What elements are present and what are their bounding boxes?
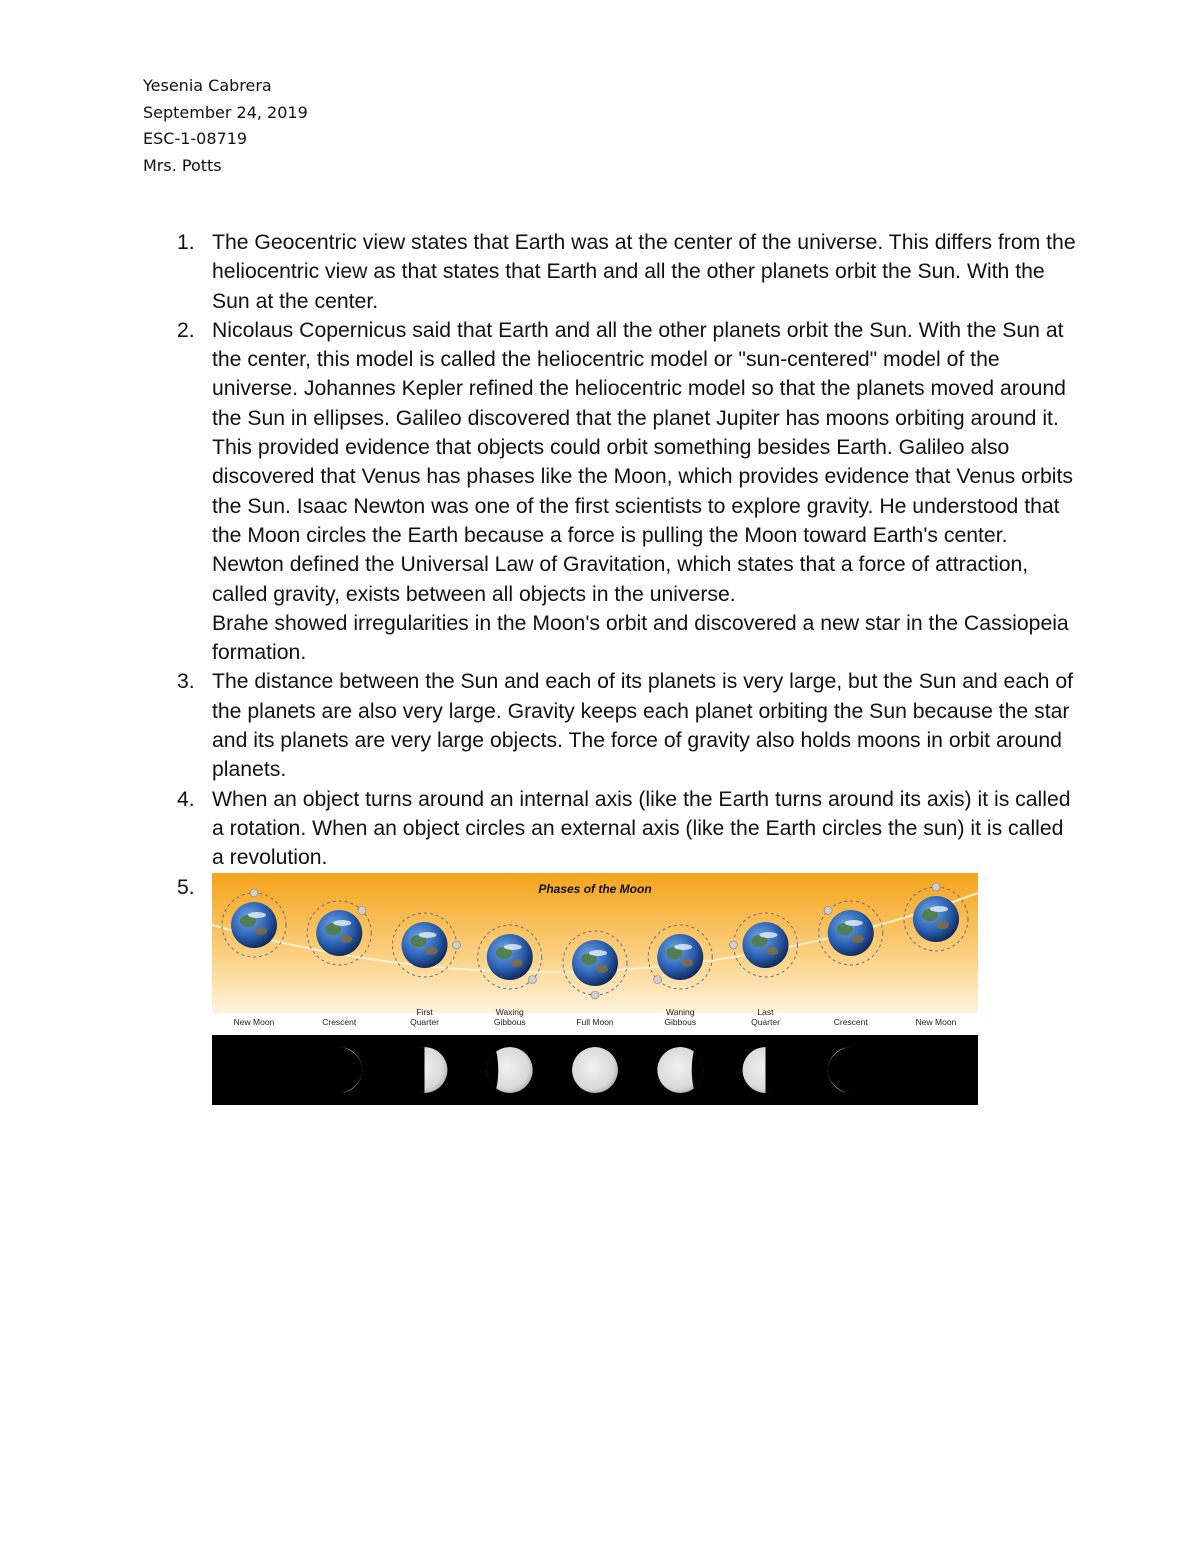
earth-cloud xyxy=(419,932,437,938)
small-moon-icon xyxy=(358,906,366,914)
small-moon-icon xyxy=(654,975,662,983)
phase-label: Quarter xyxy=(410,1016,439,1027)
small-moon-icon xyxy=(824,906,832,914)
earth-icon xyxy=(572,940,618,986)
moon-disc xyxy=(572,1047,618,1093)
earth-cloud xyxy=(589,950,607,956)
earth-cloud xyxy=(504,944,522,950)
course-code: ESC-1-08719 xyxy=(143,129,248,148)
figure-title: Phases of the Moon xyxy=(538,881,652,896)
earth-icon xyxy=(487,934,533,980)
earth-cloud xyxy=(674,944,692,950)
phase-label: Last xyxy=(757,1006,774,1017)
moon-phase-icon xyxy=(572,1047,618,1093)
answer-item-5 xyxy=(143,873,1078,1105)
small-moon-icon xyxy=(591,991,599,999)
answer-item-2 xyxy=(143,316,1078,668)
earth-icon xyxy=(743,922,789,968)
earth-icon xyxy=(231,902,277,948)
item-number: 5. xyxy=(177,875,195,899)
item-number: 2. xyxy=(177,318,195,342)
earth-cloud xyxy=(760,932,778,938)
phase-label: Gibbous xyxy=(664,1016,697,1027)
item-number: 1. xyxy=(177,231,195,254)
small-moon-icon xyxy=(932,883,940,891)
answer-text: Brahe showed irregularities in the Moon's orbit and discovered a new star in the Cassiopeia formation. xyxy=(212,611,1069,665)
phase-label: New Moon xyxy=(915,1016,957,1027)
answer-text: The Geocentric view states that Earth was at the center of the universe. This differs from the heliocentric view as that states that Earth and all the other planets orbit the Sun. With the Sun at the center. xyxy=(212,231,1076,313)
earth-cloud xyxy=(333,920,351,926)
earth-icon xyxy=(316,910,362,956)
phase-label: Quarter xyxy=(751,1016,780,1027)
phase-label: Crescent xyxy=(322,1016,357,1027)
phase-label: Full Moon xyxy=(576,1016,614,1027)
moon-phases-figure xyxy=(212,873,978,1105)
answer-text: Nicolaus Copernicus said that Earth and all the other planets orbit the Sun. With the Sun at the center, this model is called the heliocentric model or "sun-centered" model of the universe. Johannes Kepler refined the heliocentric model so that the planets moved around the Sun in ellipses. Galileo discovered that the planet Jupiter has moons orbiting around it. This provided evidence that objects could orbit something besides Earth. Galileo also discovered that Venus has phases like the Moon, which provides evidence that Venus orbits the Sun. Isaac Newton was one of the first scientists to explore gravity. He understood that the Moon circles the Earth because a force is pulling the Moon toward Earth's center. Newton defined the Universal Law of Gravitation, which states that a force of attraction, called gravity, exists between all objects in the universe. xyxy=(212,318,1073,606)
item-number: 4. xyxy=(177,787,195,811)
teacher-name: Mrs. Potts xyxy=(143,155,222,175)
small-moon-icon xyxy=(730,941,738,949)
answer-text: The distance between the Sun and each of its planets is very large, but the Sun and each of the planets are also very large. Gravity keeps each planet orbiting the Sun because the star and its planets are very large objects. The force of gravity also holds moons in orbit around planets. xyxy=(212,670,1074,782)
answer-item-3 xyxy=(143,667,1078,784)
phase-label: Waning xyxy=(665,1006,695,1017)
assignment-date: September 24, 2019 xyxy=(143,102,308,122)
phase-label: Gibbous xyxy=(493,1016,526,1027)
answer-item-1 xyxy=(143,228,1078,316)
earth-land xyxy=(340,935,352,943)
earth-cloud xyxy=(845,920,863,926)
phase-label: Waxing xyxy=(495,1006,524,1017)
student-name: Yesenia Cabrera xyxy=(143,76,272,95)
phase-label: Crescent xyxy=(833,1016,868,1027)
earth-icon xyxy=(913,896,959,942)
small-moon-icon xyxy=(528,975,536,983)
earth-icon xyxy=(402,922,448,968)
answer-text: When an object turns around an internal axis (like the Earth turns around its axis) it is called a rotation. When an object circles an external axis (like the Earth circles the sun) it is called a revolution. xyxy=(212,787,1071,870)
earth-land xyxy=(511,959,523,967)
phase-label: First xyxy=(416,1006,433,1017)
earth-land xyxy=(681,959,693,967)
earth-land xyxy=(767,947,779,955)
earth-land xyxy=(852,935,864,943)
earth-icon xyxy=(657,934,703,980)
header-block xyxy=(143,73,308,179)
answer-item-4 xyxy=(143,785,1078,873)
phase-label: New Moon xyxy=(233,1016,275,1027)
small-moon-icon xyxy=(453,941,461,949)
earth-land xyxy=(426,947,438,955)
earth-land xyxy=(937,921,949,929)
earth-icon xyxy=(828,910,874,956)
item-number: 3. xyxy=(177,670,195,694)
earth-land xyxy=(596,965,608,973)
small-moon-icon xyxy=(250,889,258,897)
earth-cloud xyxy=(930,906,948,912)
earth-land xyxy=(255,927,267,935)
earth-cloud xyxy=(248,912,266,918)
answer-list xyxy=(143,228,1078,1105)
